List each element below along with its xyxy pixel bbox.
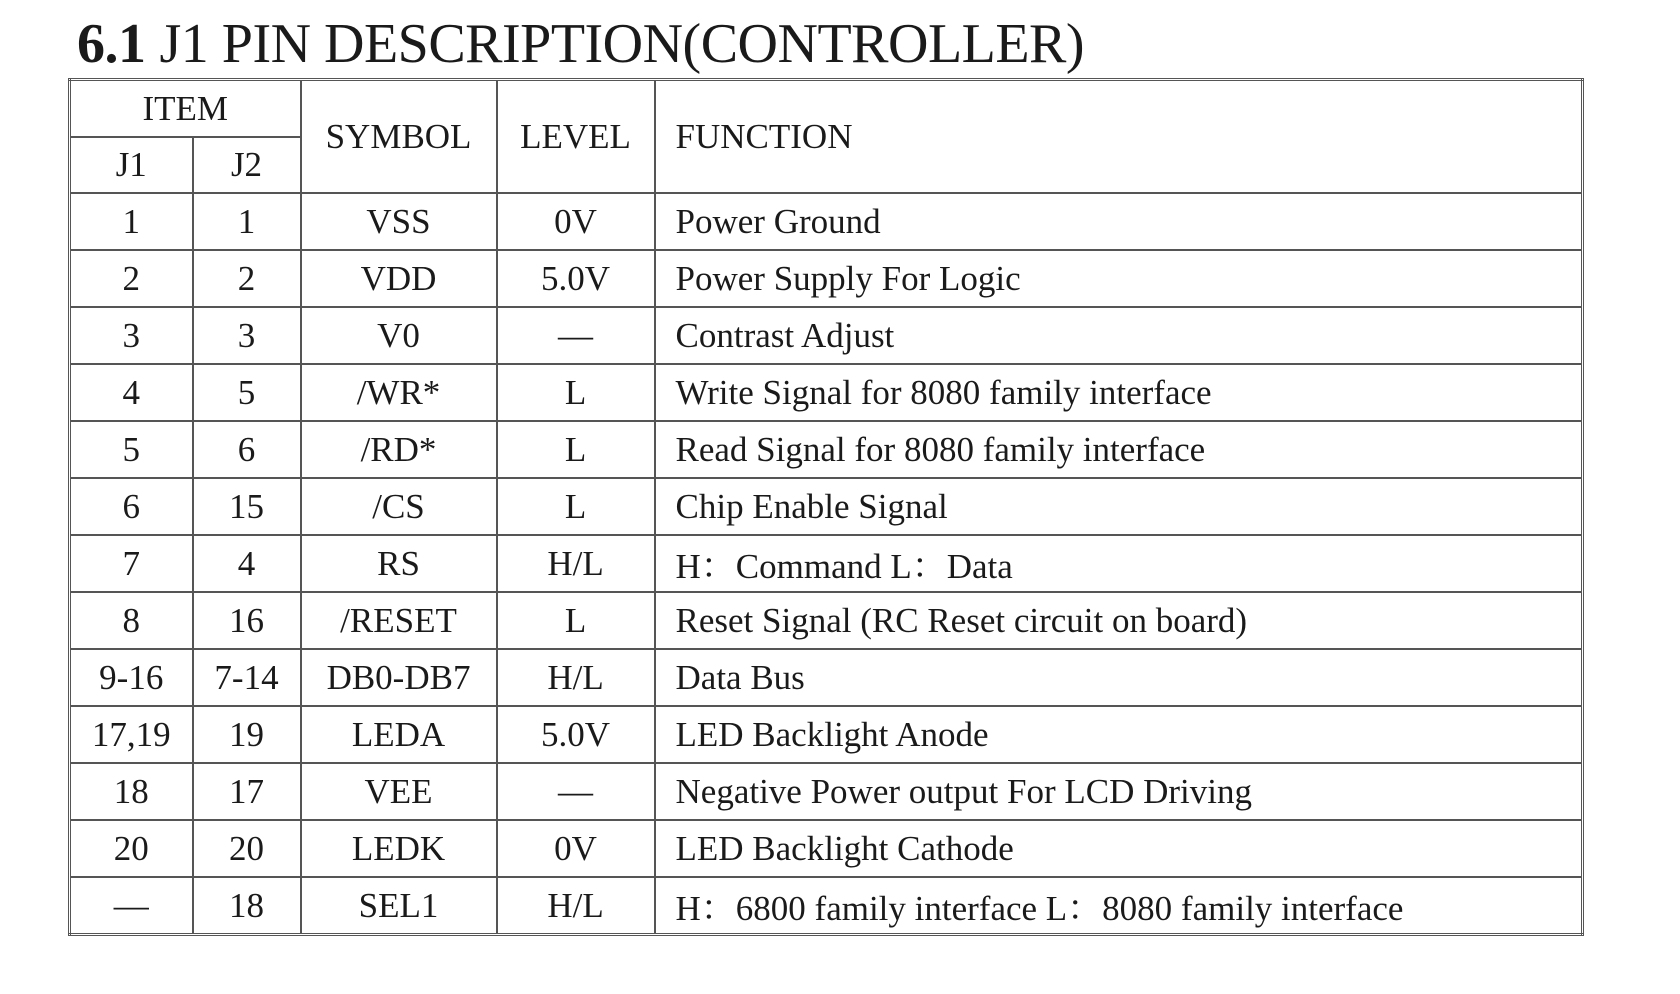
cell-j2: 15 bbox=[193, 478, 301, 535]
cell-symbol: VDD bbox=[301, 250, 497, 307]
cell-symbol: /WR* bbox=[301, 364, 497, 421]
cell-function: Power Ground bbox=[655, 193, 1583, 250]
table-row bbox=[70, 478, 1583, 535]
section-title-text: J1 PIN DESCRIPTION(CONTROLLER) bbox=[159, 13, 1085, 75]
cell-function: LED Backlight Anode bbox=[655, 706, 1583, 763]
cell-level: L bbox=[497, 421, 655, 478]
cell-j2: 3 bbox=[193, 307, 301, 364]
cell-level: 0V bbox=[497, 193, 655, 250]
cell-function: Reset Signal (RC Reset circuit on board) bbox=[655, 592, 1583, 649]
table-row bbox=[70, 421, 1583, 478]
table-body bbox=[70, 193, 1583, 935]
cell-j1: — bbox=[70, 877, 193, 935]
header-symbol: SYMBOL bbox=[301, 80, 497, 194]
cell-function: Chip Enable Signal bbox=[655, 478, 1583, 535]
cell-symbol: /RD* bbox=[301, 421, 497, 478]
table-row bbox=[70, 364, 1583, 421]
cell-function: Read Signal for 8080 family interface bbox=[655, 421, 1583, 478]
cell-function: Contrast Adjust bbox=[655, 307, 1583, 364]
cell-symbol: /RESET bbox=[301, 592, 497, 649]
cell-j1: 8 bbox=[70, 592, 193, 649]
cell-symbol: LEDA bbox=[301, 706, 497, 763]
cell-level: L bbox=[497, 364, 655, 421]
cell-j1: 5 bbox=[70, 421, 193, 478]
cell-j1: 6 bbox=[70, 478, 193, 535]
table-row bbox=[70, 193, 1583, 250]
table-row bbox=[70, 649, 1583, 706]
table-row bbox=[70, 535, 1583, 592]
cell-level: — bbox=[497, 763, 655, 820]
section-number: 6.1 bbox=[77, 13, 146, 75]
cell-symbol: DB0-DB7 bbox=[301, 649, 497, 706]
cell-function: Power Supply For Logic bbox=[655, 250, 1583, 307]
cell-level: 5.0V bbox=[497, 706, 655, 763]
cell-j2: 4 bbox=[193, 535, 301, 592]
cell-j2: 1 bbox=[193, 193, 301, 250]
cell-level: 5.0V bbox=[497, 250, 655, 307]
cell-j1: 20 bbox=[70, 820, 193, 877]
cell-level: H/L bbox=[497, 535, 655, 592]
cell-symbol: VEE bbox=[301, 763, 497, 820]
table-row bbox=[70, 592, 1583, 649]
table-header-row bbox=[70, 80, 1583, 138]
header-j2: J2 bbox=[193, 137, 301, 193]
cell-j2: 6 bbox=[193, 421, 301, 478]
cell-function: H：Command L：Data bbox=[655, 535, 1583, 592]
cell-symbol: LEDK bbox=[301, 820, 497, 877]
cell-function: Write Signal for 8080 family interface bbox=[655, 364, 1583, 421]
header-function: FUNCTION bbox=[655, 80, 1583, 194]
cell-function: Negative Power output For LCD Driving bbox=[655, 763, 1583, 820]
cell-j2: 20 bbox=[193, 820, 301, 877]
cell-j1: 1 bbox=[70, 193, 193, 250]
pin-description-table bbox=[68, 78, 1584, 936]
cell-j2: 7-14 bbox=[193, 649, 301, 706]
cell-level: 0V bbox=[497, 820, 655, 877]
section-title bbox=[77, 10, 1084, 78]
cell-symbol: VSS bbox=[301, 193, 497, 250]
cell-symbol: V0 bbox=[301, 307, 497, 364]
cell-level: — bbox=[497, 307, 655, 364]
cell-level: H/L bbox=[497, 877, 655, 935]
cell-level: L bbox=[497, 478, 655, 535]
cell-j1: 3 bbox=[70, 307, 193, 364]
cell-level: H/L bbox=[497, 649, 655, 706]
cell-j2: 16 bbox=[193, 592, 301, 649]
header-level: LEVEL bbox=[497, 80, 655, 194]
cell-j1: 9-16 bbox=[70, 649, 193, 706]
cell-symbol: RS bbox=[301, 535, 497, 592]
cell-symbol: /CS bbox=[301, 478, 497, 535]
table-row bbox=[70, 307, 1583, 364]
table-row bbox=[70, 820, 1583, 877]
cell-j2: 2 bbox=[193, 250, 301, 307]
header-item: ITEM bbox=[70, 80, 301, 138]
table-row bbox=[70, 250, 1583, 307]
cell-j2: 18 bbox=[193, 877, 301, 935]
table-row bbox=[70, 877, 1583, 935]
cell-j1: 2 bbox=[70, 250, 193, 307]
header-j1: J1 bbox=[70, 137, 193, 193]
cell-function: LED Backlight Cathode bbox=[655, 820, 1583, 877]
cell-j1: 17,19 bbox=[70, 706, 193, 763]
cell-j1: 4 bbox=[70, 364, 193, 421]
cell-function: H：6800 family interface L：8080 family interface bbox=[655, 877, 1583, 935]
cell-j1: 7 bbox=[70, 535, 193, 592]
cell-j2: 17 bbox=[193, 763, 301, 820]
table-row bbox=[70, 706, 1583, 763]
cell-symbol: SEL1 bbox=[301, 877, 497, 935]
cell-level: L bbox=[497, 592, 655, 649]
cell-j2: 5 bbox=[193, 364, 301, 421]
cell-function: Data Bus bbox=[655, 649, 1583, 706]
cell-j1: 18 bbox=[70, 763, 193, 820]
cell-j2: 19 bbox=[193, 706, 301, 763]
table-row bbox=[70, 763, 1583, 820]
